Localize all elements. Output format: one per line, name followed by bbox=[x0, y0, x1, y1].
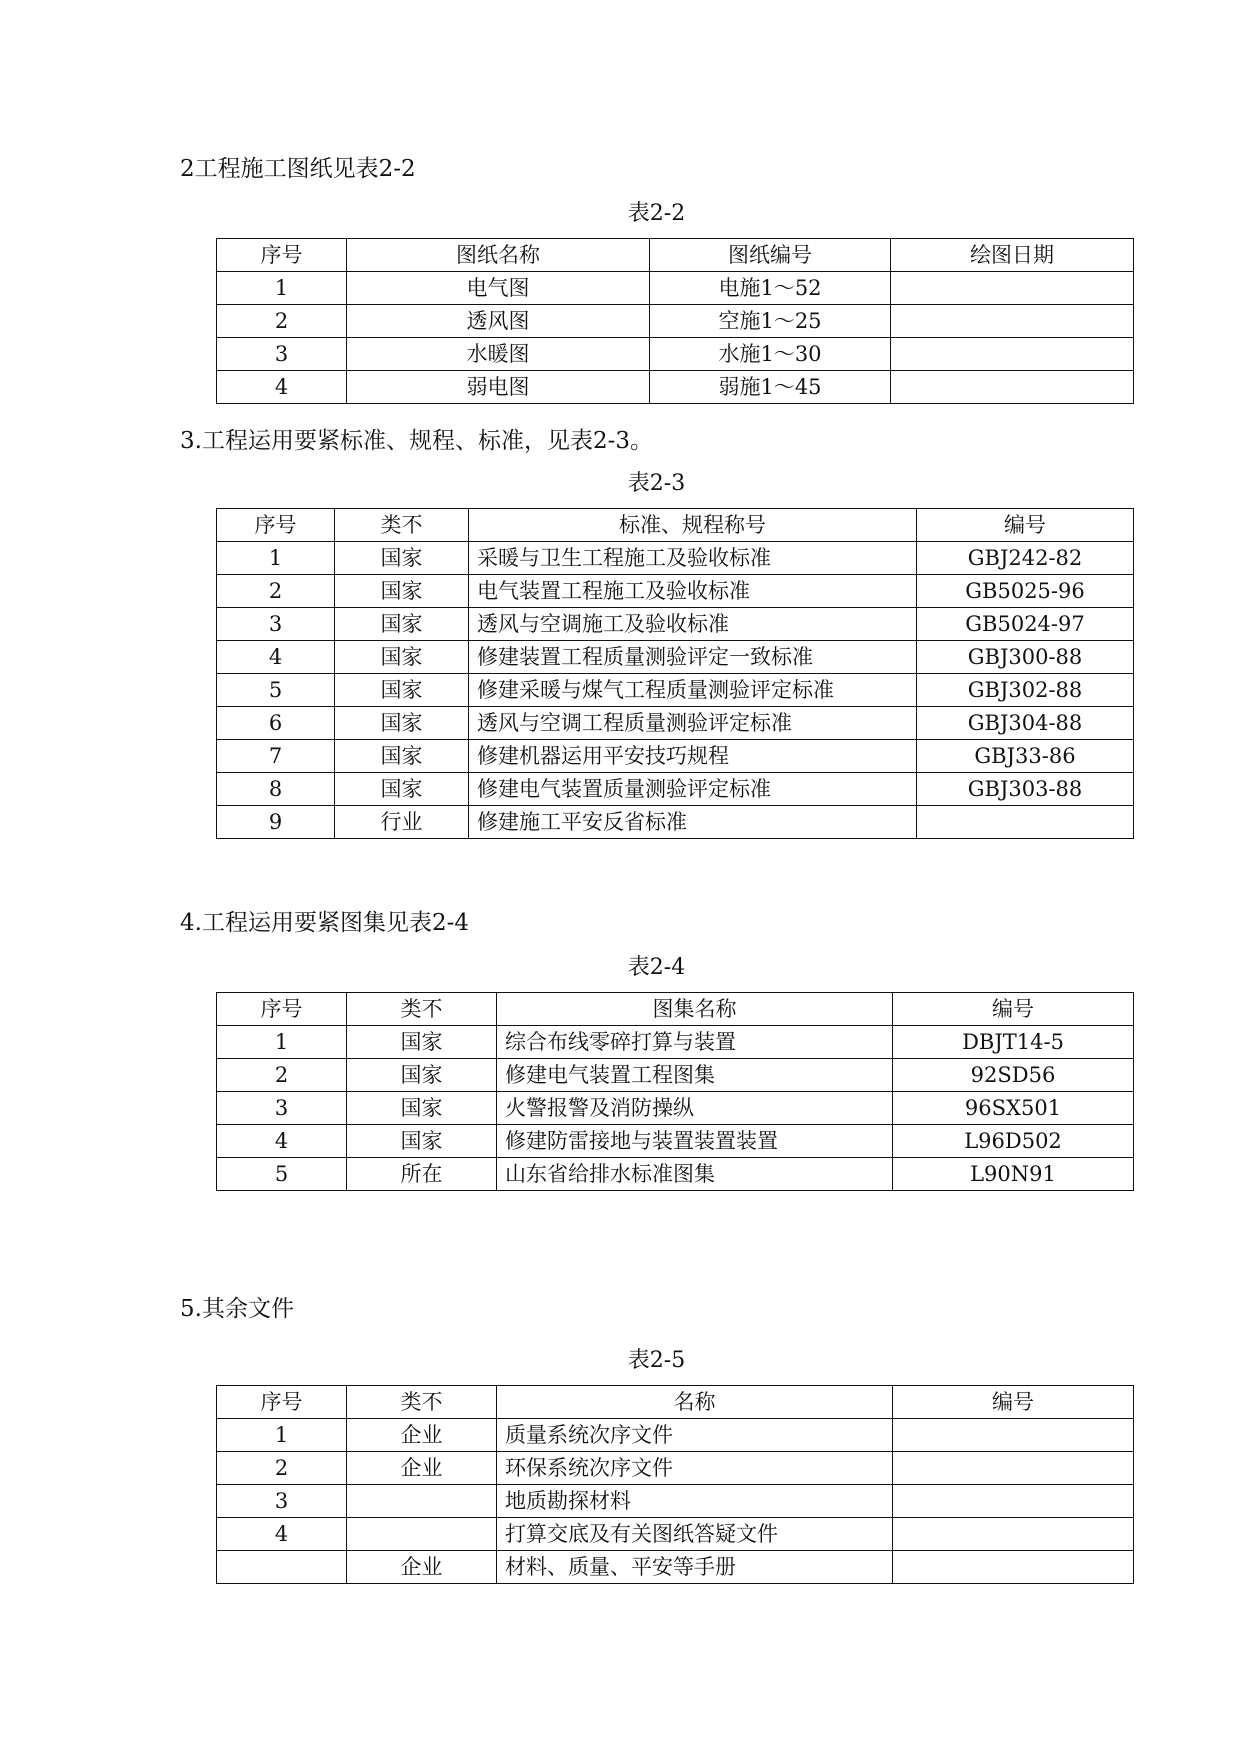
col-header-drawing-number: 图纸编号 bbox=[650, 239, 891, 272]
table-2-3 bbox=[216, 508, 1134, 839]
cell-index: 2 bbox=[217, 1059, 347, 1092]
cell-name: 水暖图 bbox=[347, 338, 650, 371]
cell-index: 3 bbox=[217, 1485, 347, 1518]
cell-name: 电气图 bbox=[347, 272, 650, 305]
cell-code bbox=[893, 1419, 1134, 1452]
col-header-index: 序号 bbox=[217, 509, 335, 542]
table-row bbox=[217, 575, 1134, 608]
cell-category bbox=[347, 1518, 497, 1551]
cell-code: L96D502 bbox=[893, 1125, 1134, 1158]
cell-index: 7 bbox=[217, 740, 335, 773]
cell-code: L90N91 bbox=[893, 1158, 1134, 1191]
cell-index: 6 bbox=[217, 707, 335, 740]
col-header-index: 序号 bbox=[217, 1386, 347, 1419]
section2-heading: 2工程施工图纸见表2-2 bbox=[180, 156, 416, 182]
table-row bbox=[217, 1026, 1134, 1059]
cell-standard-name: 修建电气装置质量测验评定标准 bbox=[469, 773, 917, 806]
table-row bbox=[217, 707, 1134, 740]
col-header-atlas-name: 图集名称 bbox=[497, 993, 893, 1026]
section4-heading: 4.工程运用要紧图集见表2-4 bbox=[180, 910, 469, 936]
cell-standard-name: 修建机器运用平安技巧规程 bbox=[469, 740, 917, 773]
cell-index: 8 bbox=[217, 773, 335, 806]
cell-index: 3 bbox=[217, 338, 347, 371]
table-header-row bbox=[217, 1386, 1134, 1419]
cell-code: 96SX501 bbox=[893, 1092, 1134, 1125]
table-row bbox=[217, 773, 1134, 806]
col-header-category: 类不 bbox=[347, 1386, 497, 1419]
section3-heading: 3.工程运用要紧标准、规程、标准，见表2-3。 bbox=[180, 428, 653, 454]
cell-name: 材料、质量、平安等手册 bbox=[497, 1551, 893, 1584]
cell-index: 4 bbox=[217, 641, 335, 674]
cell-category: 国家 bbox=[335, 575, 469, 608]
cell-code bbox=[893, 1452, 1134, 1485]
table-2-2 bbox=[216, 238, 1134, 404]
cell-category: 国家 bbox=[335, 608, 469, 641]
cell-code: GB5024-97 bbox=[917, 608, 1134, 641]
section5-heading: 5.其余文件 bbox=[180, 1296, 294, 1322]
cell-index: 1 bbox=[217, 542, 335, 575]
cell-category: 国家 bbox=[335, 641, 469, 674]
cell-code bbox=[917, 806, 1134, 839]
col-header-drawing-date: 绘图日期 bbox=[891, 239, 1134, 272]
table-header-row bbox=[217, 993, 1134, 1026]
col-header-name: 名称 bbox=[497, 1386, 893, 1419]
cell-code: GBJ33-86 bbox=[917, 740, 1134, 773]
table-row bbox=[217, 1452, 1134, 1485]
table-row bbox=[217, 740, 1134, 773]
cell-index: 1 bbox=[217, 272, 347, 305]
cell-code: DBJT14-5 bbox=[893, 1026, 1134, 1059]
cell-number: 空施1～25 bbox=[650, 305, 891, 338]
table-2-5-caption: 表2-5 bbox=[627, 1348, 686, 1373]
cell-category: 企业 bbox=[347, 1419, 497, 1452]
cell-index: 3 bbox=[217, 608, 335, 641]
cell-category: 国家 bbox=[335, 773, 469, 806]
col-header-code: 编号 bbox=[917, 509, 1134, 542]
cell-category: 企业 bbox=[347, 1551, 497, 1584]
cell-number: 弱施1～45 bbox=[650, 371, 891, 404]
cell-standard-name: 修建采暖与煤气工程质量测验评定标准 bbox=[469, 674, 917, 707]
cell-category: 国家 bbox=[335, 542, 469, 575]
table-row bbox=[217, 674, 1134, 707]
cell-name: 环保系统次序文件 bbox=[497, 1452, 893, 1485]
table-2-4-caption: 表2-4 bbox=[627, 955, 686, 980]
table-row bbox=[217, 1158, 1134, 1191]
cell-index: 3 bbox=[217, 1092, 347, 1125]
cell-index: 2 bbox=[217, 305, 347, 338]
cell-category: 国家 bbox=[335, 707, 469, 740]
cell-code: 92SD56 bbox=[893, 1059, 1134, 1092]
table-row bbox=[217, 1518, 1134, 1551]
cell-code: GBJ242-82 bbox=[917, 542, 1134, 575]
cell-category: 所在 bbox=[347, 1158, 497, 1191]
col-header-category: 类不 bbox=[347, 993, 497, 1026]
cell-standard-name: 电气装置工程施工及验收标准 bbox=[469, 575, 917, 608]
cell-index: 4 bbox=[217, 1518, 347, 1551]
col-header-code: 编号 bbox=[893, 993, 1134, 1026]
cell-code bbox=[893, 1518, 1134, 1551]
table-row bbox=[217, 1092, 1134, 1125]
cell-index: 5 bbox=[217, 674, 335, 707]
cell-code: GBJ304-88 bbox=[917, 707, 1134, 740]
cell-code: GB5025-96 bbox=[917, 575, 1134, 608]
cell-atlas-name: 修建防雷接地与装置装置装置 bbox=[497, 1125, 893, 1158]
col-header-index: 序号 bbox=[217, 239, 347, 272]
col-header-standard-name: 标准、规程称号 bbox=[469, 509, 917, 542]
cell-standard-name: 透风与空调工程质量测验评定标准 bbox=[469, 707, 917, 740]
cell-name: 质量系统次序文件 bbox=[497, 1419, 893, 1452]
cell-category: 国家 bbox=[335, 740, 469, 773]
cell-name: 打算交底及有关图纸答疑文件 bbox=[497, 1518, 893, 1551]
cell-index: 2 bbox=[217, 575, 335, 608]
cell-category: 企业 bbox=[347, 1452, 497, 1485]
cell-atlas-name: 山东省给排水标准图集 bbox=[497, 1158, 893, 1191]
cell-date bbox=[891, 338, 1134, 371]
col-header-drawing-name: 图纸名称 bbox=[347, 239, 650, 272]
cell-code: GBJ302-88 bbox=[917, 674, 1134, 707]
cell-atlas-name: 火警报警及消防操纵 bbox=[497, 1092, 893, 1125]
cell-atlas-name: 修建电气装置工程图集 bbox=[497, 1059, 893, 1092]
col-header-category: 类不 bbox=[335, 509, 469, 542]
cell-code: GBJ303-88 bbox=[917, 773, 1134, 806]
cell-date bbox=[891, 371, 1134, 404]
cell-standard-name: 修建施工平安反省标准 bbox=[469, 806, 917, 839]
cell-number: 电施1～52 bbox=[650, 272, 891, 305]
table-row bbox=[217, 542, 1134, 575]
cell-category: 国家 bbox=[347, 1092, 497, 1125]
cell-date bbox=[891, 272, 1134, 305]
cell-index bbox=[217, 1551, 347, 1584]
cell-index: 1 bbox=[217, 1026, 347, 1059]
table-row bbox=[217, 272, 1134, 305]
table-row bbox=[217, 1419, 1134, 1452]
cell-index: 4 bbox=[217, 1125, 347, 1158]
cell-atlas-name: 综合布线零碎打算与装置 bbox=[497, 1026, 893, 1059]
col-header-code: 编号 bbox=[893, 1386, 1134, 1419]
cell-date bbox=[891, 305, 1134, 338]
cell-name: 地质勘探材料 bbox=[497, 1485, 893, 1518]
cell-category: 国家 bbox=[335, 674, 469, 707]
cell-category: 行业 bbox=[335, 806, 469, 839]
cell-standard-name: 采暖与卫生工程施工及验收标准 bbox=[469, 542, 917, 575]
table-row bbox=[217, 1551, 1134, 1584]
cell-index: 1 bbox=[217, 1419, 347, 1452]
table-2-5 bbox=[216, 1385, 1134, 1584]
cell-code bbox=[893, 1551, 1134, 1584]
cell-category: 国家 bbox=[347, 1059, 497, 1092]
cell-category: 国家 bbox=[347, 1125, 497, 1158]
table-row bbox=[217, 1125, 1134, 1158]
col-header-index: 序号 bbox=[217, 993, 347, 1026]
cell-index: 2 bbox=[217, 1452, 347, 1485]
cell-category bbox=[347, 1485, 497, 1518]
cell-index: 5 bbox=[217, 1158, 347, 1191]
cell-standard-name: 修建装置工程质量测验评定一致标准 bbox=[469, 641, 917, 674]
cell-code: GBJ300-88 bbox=[917, 641, 1134, 674]
cell-index: 9 bbox=[217, 806, 335, 839]
table-2-2-caption: 表2-2 bbox=[627, 201, 686, 226]
table-row bbox=[217, 641, 1134, 674]
table-row bbox=[217, 806, 1134, 839]
cell-index: 4 bbox=[217, 371, 347, 404]
cell-standard-name: 透风与空调施工及验收标准 bbox=[469, 608, 917, 641]
cell-category: 国家 bbox=[347, 1026, 497, 1059]
cell-name: 弱电图 bbox=[347, 371, 650, 404]
table-row bbox=[217, 371, 1134, 404]
cell-name: 透风图 bbox=[347, 305, 650, 338]
table-row bbox=[217, 1485, 1134, 1518]
table-row bbox=[217, 1059, 1134, 1092]
cell-code bbox=[893, 1485, 1134, 1518]
table-row bbox=[217, 338, 1134, 371]
cell-number: 水施1～30 bbox=[650, 338, 891, 371]
table-2-4 bbox=[216, 992, 1134, 1191]
table-row bbox=[217, 305, 1134, 338]
table-header-row bbox=[217, 509, 1134, 542]
table-row bbox=[217, 608, 1134, 641]
table-2-3-caption: 表2-3 bbox=[627, 471, 686, 496]
table-header-row bbox=[217, 239, 1134, 272]
